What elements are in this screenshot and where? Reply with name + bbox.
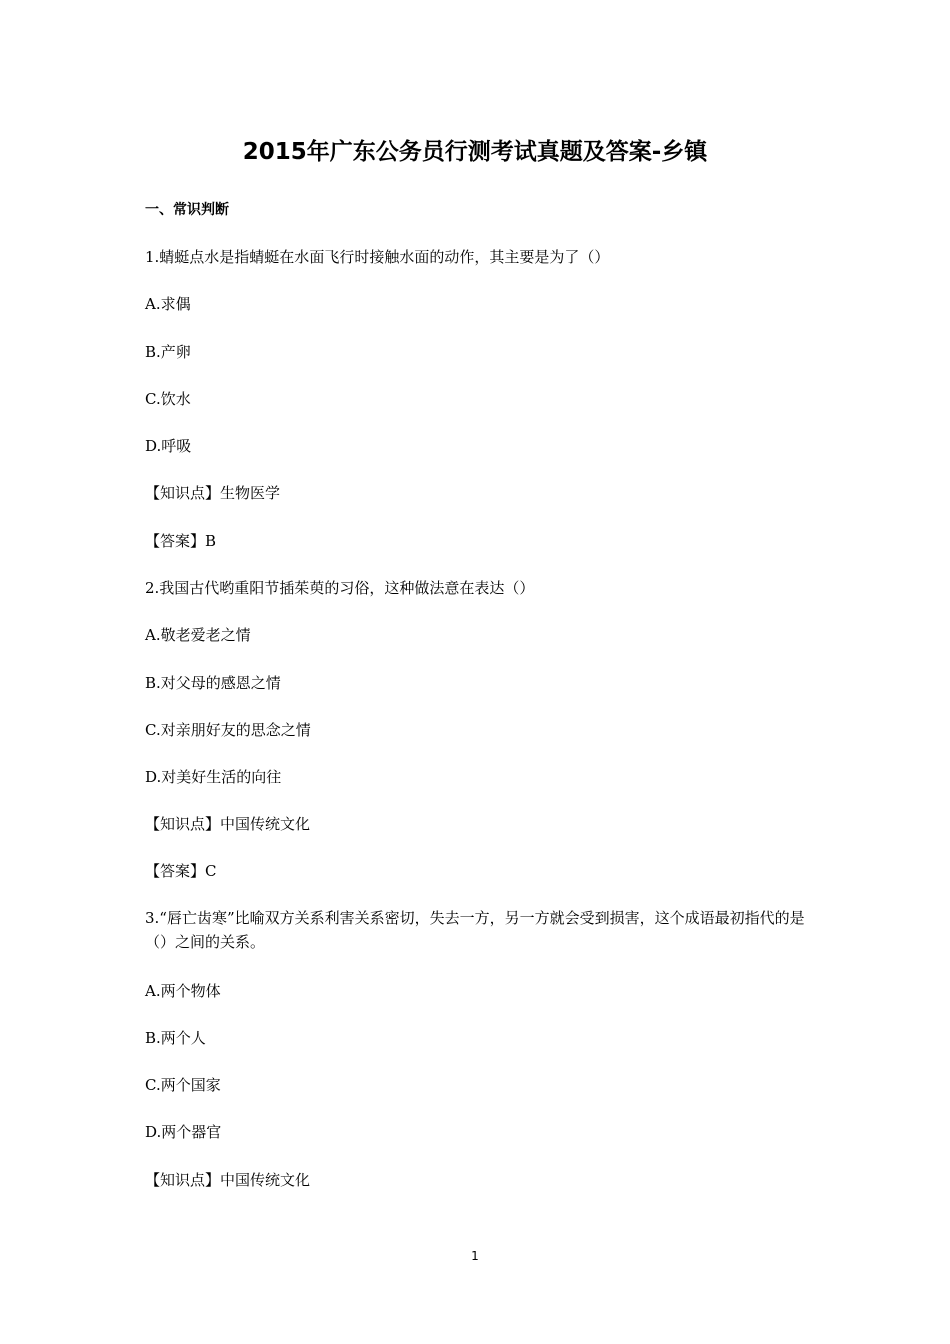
question-stem: 1.蜻蜓点水是指蜻蜓在水面飞行时接触水面的动作，其主要是为了（） [145, 248, 610, 266]
page-number: 1 [471, 1249, 479, 1263]
question-stem: 2.我国古代哟重阳节插茱萸的习俗，这种做法意在表达（） [145, 579, 535, 597]
option-c: C.对亲朋好友的思念之情 [145, 721, 311, 739]
option-b: B.对父母的感恩之情 [145, 674, 281, 692]
option-b: B.两个人 [145, 1029, 206, 1047]
section-heading: 一、常识判断 [145, 202, 229, 218]
answer: 【答案】B [145, 532, 217, 550]
option-a: A.敬老爱老之情 [145, 626, 251, 644]
option-b: B.产卵 [145, 343, 191, 361]
knowledge-point: 【知识点】中国传统文化 [145, 1171, 311, 1189]
option-d: D.对美好生活的向往 [145, 768, 282, 786]
question-stem: 3.“唇亡齿寒”比喻双方关系利害关系密切，失去一方，另一方就会受到损害，这个成语最初指代的是（）之间的关系。 [145, 909, 805, 951]
option-d: D.呼吸 [145, 437, 192, 455]
option-c: C.饮水 [145, 390, 191, 408]
answer: 【答案】C [145, 862, 217, 880]
option-d: D.两个器官 [145, 1123, 222, 1141]
document-title: 2015年广东公务员行测考试真题及答案-乡镇 [242, 139, 708, 165]
option-a: A.求偶 [145, 295, 191, 313]
option-a: A.两个物体 [145, 982, 221, 1000]
knowledge-point: 【知识点】中国传统文化 [145, 815, 311, 833]
option-c: C.两个国家 [145, 1076, 221, 1094]
knowledge-point: 【知识点】生物医学 [145, 484, 281, 502]
